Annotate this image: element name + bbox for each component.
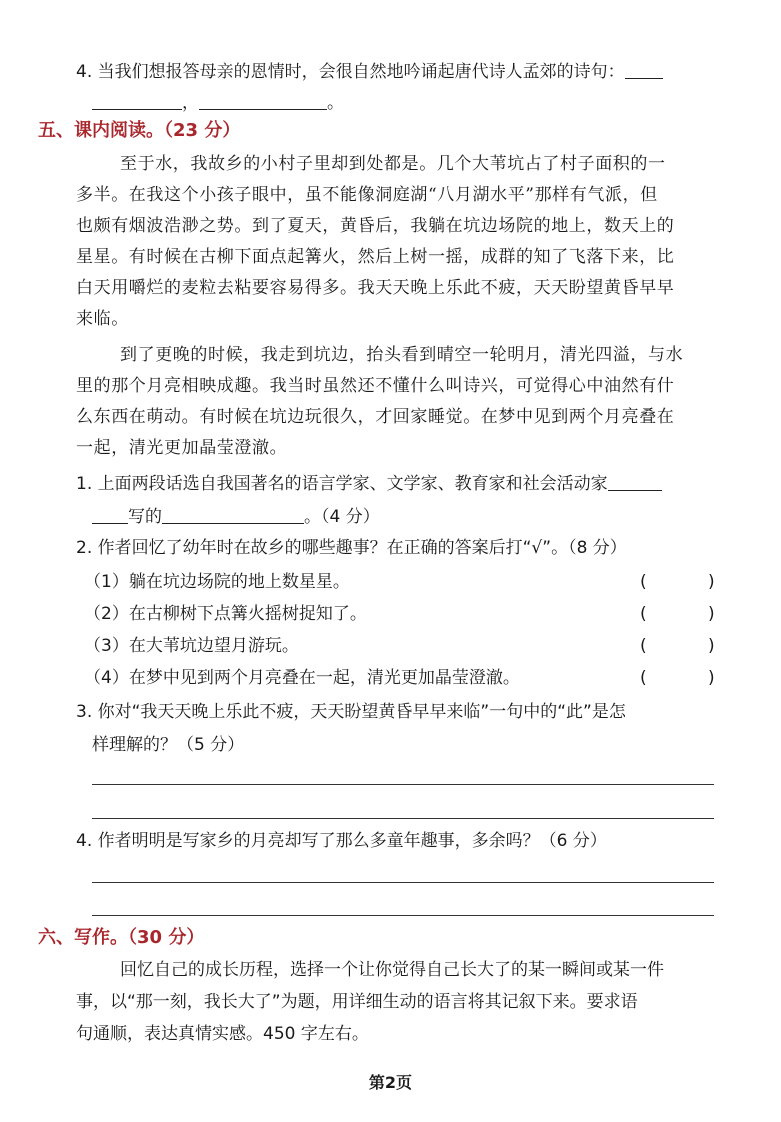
poem-answer-blank[interactable] [92,91,182,110]
question-2-option: （2）在古柳树下点篝火摇树捉知了。 [84,604,367,624]
passage-line: 一起，清光更加晶莹澄澈。 [76,438,288,458]
paren-close: ) [708,636,715,656]
question-1 [76,472,662,496]
paren-close: ) [708,572,715,592]
writing-prompt-line: 句通顺，表达真情实感。450 字左右。 [76,1024,369,1044]
answer-line[interactable] [92,915,714,916]
section-five-heading: 五、课内阅读。（23 分） [38,120,241,141]
page-number: 第2页 [368,1073,413,1092]
question-2-stem: 2. 作者回忆了幼年时在故乡的哪些趣事？在正确的答案后打“√”。（8 分） [76,538,627,558]
paren-open: ( [640,604,647,624]
paren-open: ( [640,668,647,688]
answer-line[interactable] [92,882,714,883]
poem-blank-line [92,91,344,115]
question-1-mid: 写的 [128,507,162,527]
question-3-line-1: 3. 你对“我天天晚上乐此不疲，天天盼望黄昏早早来临”一句中的“此”是怎 [76,702,626,722]
passage-line: 来临。 [76,309,129,329]
question-2-option: （4）在梦中见到两个月亮叠在一起，清光更加晶莹澄澈。 [84,668,520,688]
answer-line[interactable] [92,818,714,819]
answer-checkbox[interactable] [652,634,704,658]
poem-answer-blank[interactable] [199,91,327,110]
paren-close: ) [708,668,715,688]
poem-period: 。 [327,93,344,113]
passage-line: 至于水，我故乡的小村子里却到处都是。几个大苇坑占了村子面积的一 [120,154,666,174]
answer-checkbox[interactable] [652,666,704,690]
question-1-cont [92,505,380,529]
question-1-score: 。（4 分） [304,507,380,527]
paren-open: ( [640,636,647,656]
author-answer-blank[interactable] [608,472,662,491]
passage-line: 里的那个月亮相映成趣。我当时虽然还不懂什么叫诗兴，可觉得心中油然有什 [76,376,675,396]
passage-line: 到了更晚的时候，我走到坑边，抬头看到晴空一轮明月，清光四溢，与水 [120,345,684,365]
section-six-heading: 六、写作。（30 分） [38,927,205,948]
poem-question-text: 4. 当我们想报答母亲的恩情时，会很自然地吟诵起唐代诗人孟郊的诗句： [76,62,625,82]
poem-question [76,60,663,84]
question-4: 4. 作者明明是写家乡的月亮却写了那么多童年趣事，多余吗？（6 分） [76,831,607,851]
writing-prompt-line: 回忆自己的成长历程，选择一个让你觉得自己长大了的某一瞬间或某一件 [120,960,664,980]
passage-line: 白天用嚼烂的麦粒去粘要容易得多。我天天晚上乐此不疲，天天盼望黄昏早早 [76,278,675,298]
writing-prompt-line: 事，以“那一刻，我长大了”为题，用详细生动的语言将其记叙下来。要求语 [76,992,638,1012]
question-1-text: 1. 上面两段话选自我国著名的语言学家、文学家、教育家和社会活动家 [76,474,608,494]
passage-line: 星星。有时候在古柳下面点起篝火，然后上树一摇，成群的知了飞落下来，比 [76,247,675,267]
passage-line: 么东西在萌动。有时候在坑边玩很久，才回家睡觉。在梦中见到两个月亮叠在 [76,407,675,427]
work-answer-blank[interactable] [162,505,304,524]
answer-checkbox[interactable] [652,570,704,594]
paren-close: ) [708,604,715,624]
author-answer-blank[interactable] [92,505,128,524]
passage-line: 多半。在我这个小孩子眼中，虽不能像洞庭湖“八月湖水平”那样有气派，但 [76,185,658,205]
answer-checkbox[interactable] [652,602,704,626]
question-2-option: （1）躺在坑边场院的地上数星星。 [84,572,350,592]
poem-answer-blank[interactable] [625,60,663,79]
passage-line: 也颇有烟波浩渺之势。到了夏天，黄昏后，我躺在坑边场院的地上，数天上的 [76,216,675,236]
question-3-line-2: 样理解的？（5 分） [92,735,245,755]
paren-open: ( [640,572,647,592]
answer-line[interactable] [92,784,714,785]
question-2-option: （3）在大苇坑边望月游玩。 [84,636,299,656]
poem-comma: ， [182,93,199,113]
